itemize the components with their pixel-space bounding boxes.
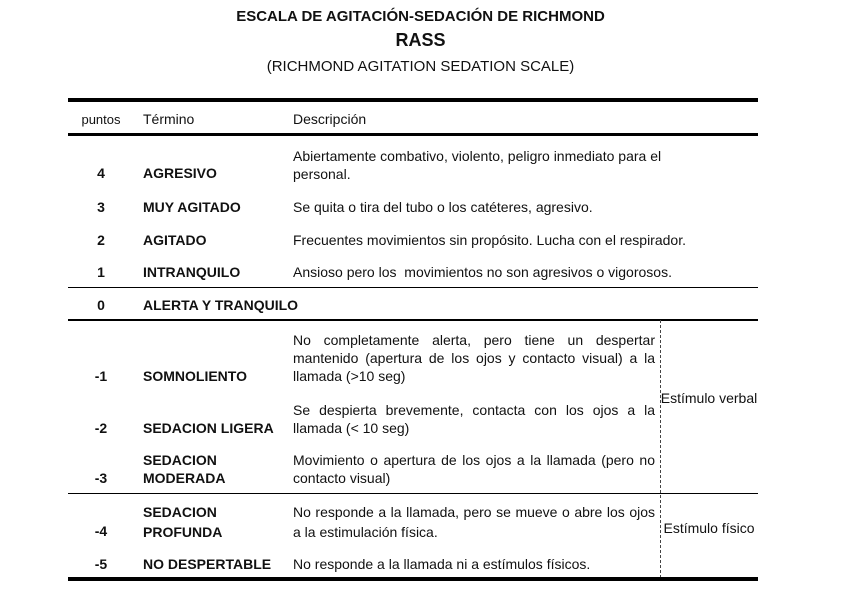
row-points: 1 [97,264,105,280]
row-term: SEDACION MODERADA [143,452,226,486]
row-term: ALERTA Y TRANQUILO [143,297,299,313]
header-description: Descripción [293,111,367,127]
stimulus-physical: Estímulo físico [663,520,755,536]
row-term: AGRESIVO [143,165,217,181]
row-description: Ansioso pero los movimientos no son agresivos o vigorosos. [293,264,672,280]
row-description: Se quita o tira del tubo o los catéteres, agresivo. [293,199,593,215]
header-rule [68,133,758,136]
row-description: No completamente alerta, pero tiene un despertar mantenido (apertura de los ojos y contacto visual) a la llamada (>10 seg) [293,332,655,384]
row-points: -3 [94,470,108,486]
row-points: 3 [97,199,105,215]
row-term: SEDACION LIGERA [143,420,274,436]
header-term: Término [143,111,195,127]
row-description: Se despierta brevemente, contacta con los ojos a la llamada (< 10 seg) [293,402,655,436]
row-description: No responde a la llamada ni a estímulos físicos. [293,556,591,572]
row-points: -1 [94,368,108,384]
row-term: AGITADO [143,232,207,248]
row-points: -2 [94,420,108,436]
row-description: Movimiento o apertura de los ojos a la llamada (pero no contacto visual) [293,452,655,486]
row-points: 4 [97,165,105,181]
row-term: NO DESPERTABLE [143,556,272,572]
stimulus-column-divider [660,320,661,578]
row-term: INTRANQUILO [143,264,241,280]
subtitle-rass: RASS [395,30,446,50]
row-rule [68,493,758,494]
table-top-rule [68,98,758,102]
subtitle-english: (RICHMOND AGITATION SEDATION SCALE) [266,58,575,75]
row-term: SOMNOLIENTO [143,368,247,384]
row-term: SEDACION PROFUNDA [143,504,223,540]
row-rule [68,319,758,321]
title: ESCALA DE AGITACIÓN-SEDACIÓN DE RICHMOND [236,8,605,25]
header-points: puntos [81,112,121,127]
row-rule [68,287,758,288]
row-points: 0 [97,297,105,313]
row-description: Frecuentes movimientos sin propósito. Lucha con el respirador. [293,232,686,248]
table-bottom-rule [68,577,758,581]
stimulus-verbal: Estímulo verbal [660,390,758,406]
row-points: -4 [94,523,108,539]
row-points: 2 [97,232,105,248]
row-points: -5 [94,556,108,572]
row-description: Abiertamente combativo, violento, peligro inmediato para el personal. [293,148,662,182]
row-description: No responde a la llamada, pero se mueve o abre los ojos a la estimulación física. [293,504,655,540]
row-term: MUY AGITADO [143,199,241,215]
